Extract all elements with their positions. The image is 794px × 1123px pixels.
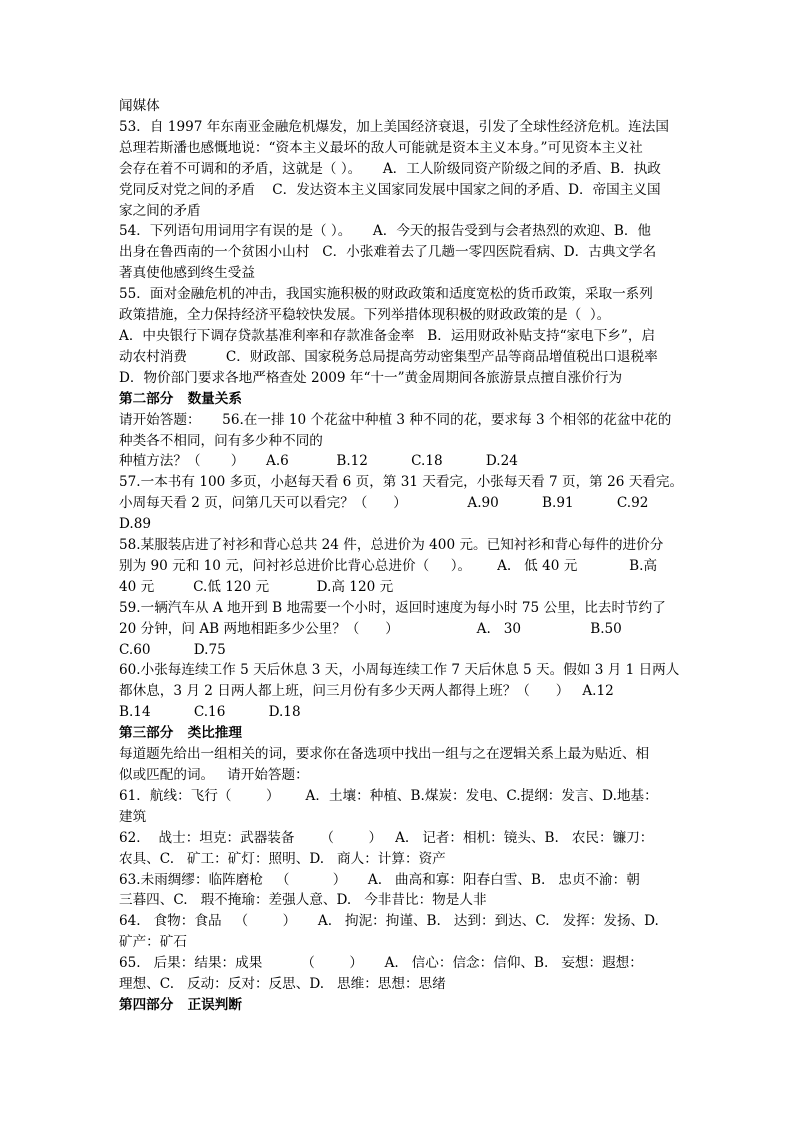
text-line: 请开始答题： 56.在一排 10 个花盆中种植 3 种不同的花，要求每 3 个相邻的花盆中花的 (119, 411, 672, 428)
text-line: 理想、C. 反动：反对：反思、D. 思维：思想：思绪 (119, 976, 446, 993)
text-line: 40 元 C.低 120 元 D.高 120 元 (119, 578, 394, 595)
section-heading: 第四部分 正误判断 (119, 996, 242, 1013)
text-line: 59.一辆汽车从 A 地开到 B 地需要一个小时，返回时速度为每小时 75 公里，比去时节约了 (119, 599, 666, 616)
text-line: 62． 战士：坦克：武器装备 （ ） A. 记者：相机：镜头、B. 农民：镰刀： (119, 829, 654, 846)
text-line: 每道题先给出一组相关的词，要求你在备选项中找出一组与之在逻辑关系上最为贴近、相 (119, 746, 650, 763)
text-line: 矿产：矿石 (119, 934, 187, 951)
text-line: 闻媒体 (119, 98, 160, 114)
text-line: 都休息，3 月 2 日两人都上班，问三月份有多少天两人都得上班？（ ） A.12 (119, 683, 614, 700)
text-line: 小周每天看 2 页，问第几天可以看完？（ ） A.90 B.91 C.92 (119, 495, 649, 512)
text-line: 著真使他感到终生受益 (119, 265, 255, 282)
text-line: 64. 食物：食品 （ ） A. 拘泥：拘谨、B. 达到：到达、C. 发挥：发扬、D. (119, 913, 659, 930)
text-line: 别为 90 元和 10 元，问衬衫总进价比背心总进价（ ）。 A. 低 40 元 B.高 (119, 557, 658, 574)
document-page (119, 96, 684, 1016)
text-line: 57.一本书有 100 多页，小赵每天看 6 页，第 31 天看完，小张每天看 7 页，第 26 天看完。 (119, 474, 684, 491)
text-line: 55．面对金融危机的冲击，我国实施积极的财政政策和适度宽松的货币政策，采取一系列 (119, 286, 653, 303)
text-line: 种类各不相同，问有多少种不同的 (119, 432, 323, 449)
text-line: 65. 后果：结果：成果 （ ） A. 信心：信念：信仰、B. 妄想：遐想： (119, 955, 643, 972)
text-line: 党同反对党之间的矛盾 C．发达资本主义国家同发展中国家之间的矛盾、D．帝国主义国 (119, 181, 661, 198)
text-line: 政策措施，全力保持经济平稳较快发展。下列举措体现积极的财政政策的是（ ）。 (119, 307, 611, 324)
text-line: 出身在鲁西南的一个贫困小山村 C．小张难着去了几趟一零四医院看病、D．古典文学名 (119, 244, 657, 261)
section-heading: 第三部分 类比推理 (119, 725, 242, 742)
text-line: D.89 (119, 516, 152, 533)
text-line: 53．自 1997 年东南亚金融危机爆发，加上美国经济衰退，引发了全球性经济危机。连法国 (119, 118, 669, 135)
text-line: 家之间的矛盾 (119, 202, 201, 219)
text-line: C.60 D.75 (119, 641, 226, 658)
text-line: D．物价部门要求各地严格查处 2009 年“十一”黄金周期间各旅游景点擅自涨价行为 (119, 369, 623, 386)
text-line: 三暮四、C. 瑕不掩瑜：差强人意、D. 今非昔比：物是人非 (119, 892, 487, 909)
text-line: 20 分钟，问 AB 两地相距多少公里？（ ） A. 30 B.50 (119, 620, 622, 637)
text-line: A．中央银行下调存贷款基准利率和存款准备金率 B．运用财政补贴支持“家电下乡”，启 (119, 327, 656, 344)
text-line: 建筑 (119, 808, 147, 825)
text-line: 农具、C. 矿工：矿灯：照明、D. 商人：计算：资产 (119, 850, 446, 867)
text-line: 63.未雨绸缪：临阵磨枪 （ ） A. 曲高和寡：阳春白雪、B. 忠贞不渝：朝 (119, 871, 640, 888)
text-line: B.14 C.16 D.18 (119, 704, 301, 721)
text-line: 总理若斯潘也感慨地说：“资本主义最坏的敌人可能就是资本主义本身。”可见资本主义社 (119, 139, 643, 156)
section-heading: 第二部分 数量关系 (119, 390, 242, 407)
text-line: 61．航线：飞行（ ） A．土壤：种植、B.煤炭：发电、C.提纲：发言、D.地基： (119, 787, 658, 804)
text-line: 54．下列语句用词用字有误的是（ ）。 A．今天的报告受到与会者热烈的欢迎、B．他 (119, 223, 652, 240)
text-line: 种植方法？（ ） A.6 B.12 C.18 D.24 (119, 453, 518, 470)
text-line: 动农村消费 C．财政部、国家税务总局提高劳动密集型产品等商品增值税出口退税率 (119, 348, 658, 365)
text-line: 60.小张每连续工作 5 天后休息 3 天，小周每连续工作 7 天后休息 5 天。假如 3 月 1 日两人 (119, 662, 680, 679)
text-line: 会存在着不可调和的矛盾，这就是（ ）。 A．工人阶级同资产阶级之间的矛盾、B．执政 (119, 160, 661, 177)
text-line: 似或匹配的词。 请开始答题： (119, 767, 309, 783)
text-line: 58.某服装店进了衬衫和背心总共 24 件，总进价为 400 元。已知衬衫和背心每件的进价分 (119, 537, 664, 554)
